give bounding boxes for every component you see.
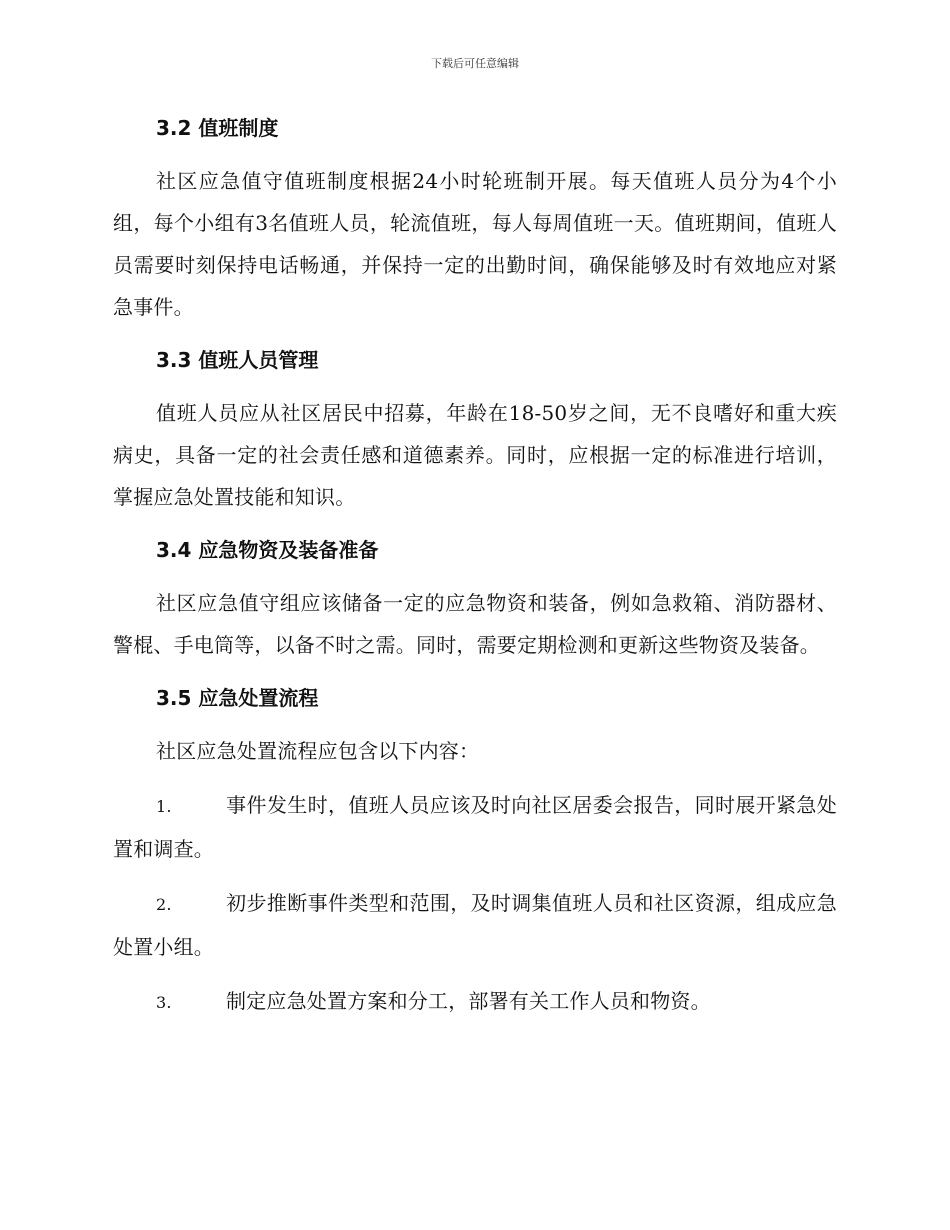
- list-item: [113, 882, 837, 968]
- list-item-text: 初步推断事件类型和范围，及时调集值班人员和社区资源，组成应急处置小组。: [113, 891, 837, 959]
- list-item-number: 2.: [156, 895, 172, 914]
- list-item-text: 事件发生时，值班人员应该及时向社区居委会报告，同时展开紧急处置和调查。: [113, 793, 837, 861]
- section-3-4-paragraph: 社区应急值守组应该储备一定的应急物资和装备，例如急救箱、消防器材、警棍、手电筒等，以备不时之需。同时，需要定期检测和更新这些物资及装备。: [113, 591, 837, 657]
- section-heading-3-3: 3.3 值班人员管理: [156, 348, 319, 372]
- list-item: [113, 980, 837, 1024]
- list-item-number: 1.: [156, 797, 172, 816]
- document-body: [113, 108, 837, 1036]
- section-heading-3-5: 3.5 应急处置流程: [156, 686, 319, 710]
- section-3-2-paragraph: 社区应急值守值班制度根据24小时轮班制开展。每天值班人员分为4个小组，每个小组有3名值班人员，轮流值班，每人每周值班一天。值班期间，值班人员需要时刻保持电话畅通，并保持一定的出勤时间，确保能够及时有效地应对紧急事件。: [113, 169, 837, 319]
- list-item-text: 制定应急处置方案和分工，部署有关工作人员和物资。: [226, 989, 711, 1013]
- section-heading-3-2: 3.2 值班制度: [156, 116, 279, 140]
- section-3-5-paragraph: 社区应急处置流程应包含以下内容：: [156, 739, 480, 763]
- section-heading-3-4: 3.4 应急物资及装备准备: [156, 538, 379, 562]
- section-3-3-paragraph: 值班人员应从社区居民中招募，年龄在18-50岁之间，无不良嗜好和重大疾病史，具备一定的社会责任感和道德素养。同时，应根据一定的标准进行培训，掌握应急处置技能和知识。: [113, 401, 837, 509]
- header-note: 下载后可任意编辑: [431, 57, 519, 70]
- list-item: [113, 784, 837, 870]
- list-item-number: 3.: [156, 993, 172, 1012]
